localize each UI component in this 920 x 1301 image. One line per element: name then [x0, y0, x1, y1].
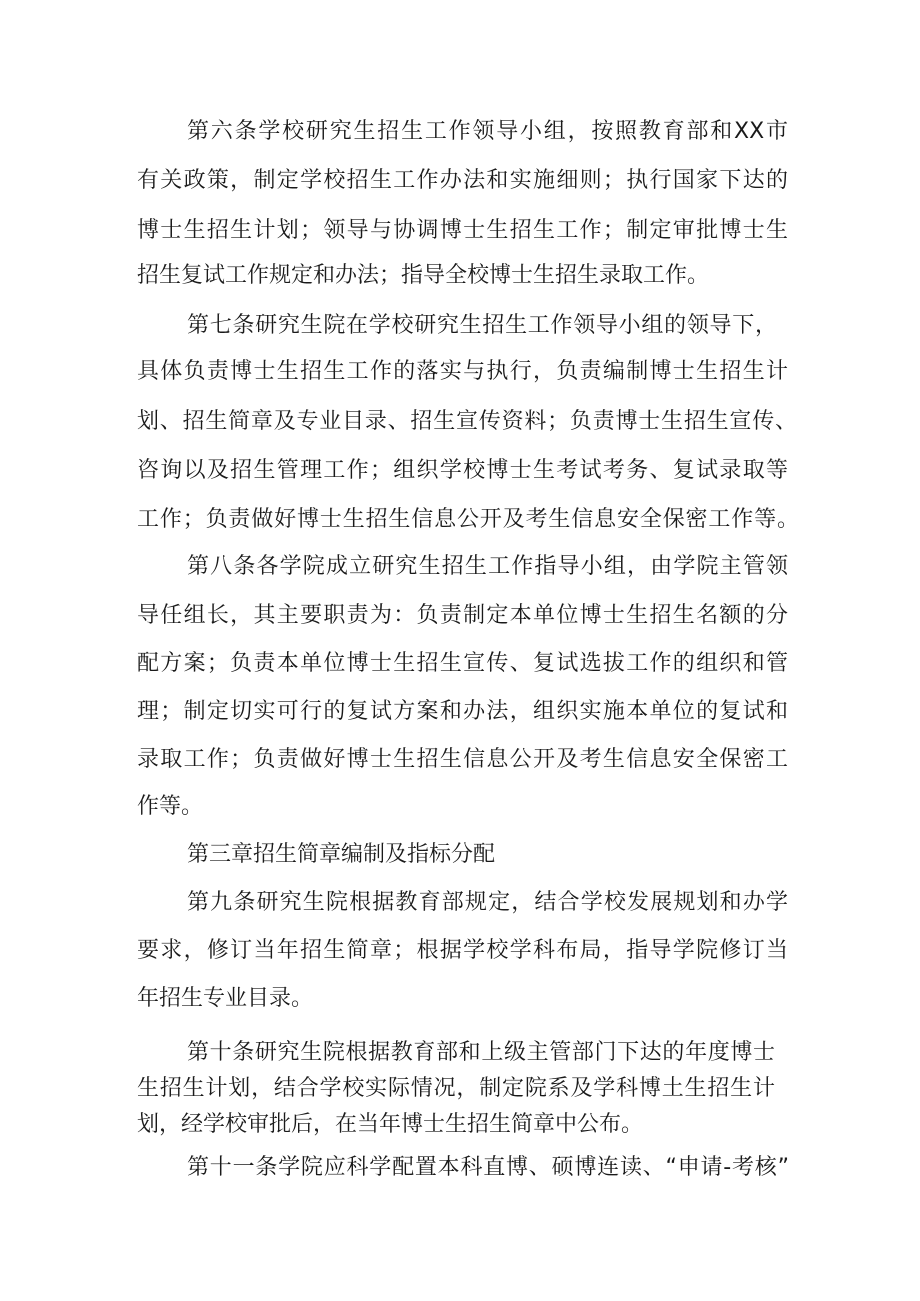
article-8-line-3: 配方案；负责本单位博士生招生宣传、复试选拔工作的组织和管: [137, 651, 788, 676]
article-9-line-3: 年招生专业目录。: [137, 986, 314, 1011]
article-6-line-2: 有关政策，制定学校招生工作办法和实施细则；执行国家下达的: [137, 168, 788, 193]
article-8-line-6: 作等。: [137, 794, 204, 819]
article-6-line-4: 招生复试工作规定和办法；指导全校博士生招生录取工作。: [137, 263, 710, 288]
article-10-line-3: 划，经学校审批后，在当年博士生招生简章中公布。: [137, 1112, 644, 1137]
article-10-line-1: 第十条研究生院根据教育部和上级主管部门下达的年度博士: [187, 1040, 775, 1065]
chapter-3-heading: 第三章招生简章编制及指标分配: [187, 842, 496, 867]
article-7-line-5: 工作；负责做好博士生招生信息公开及考生信息安全保密工作等。: [137, 507, 799, 532]
article-8-line-4: 理；制定切实可行的复试方案和办法，组织实施本单位的复试和: [137, 699, 788, 724]
article-7-line-2: 具体负责博士生招生工作的落实与执行，负责编制博士生招生计: [137, 359, 788, 384]
article-8-line-2: 导任组长，其主要职责为：负责制定本单位博士生招生名额的分: [137, 603, 788, 628]
article-9-line-1: 第九条研究生院根据教育部规定，结合学校发展规划和办学: [187, 890, 788, 915]
article-7-line-1: 第七条研究生院在学校研究生招生工作领导小组的领导下，: [187, 313, 777, 338]
article-11-line-1: 第十一条学院应科学配置本科直博、硕博连读、“申请-考核”: [187, 1155, 789, 1180]
article-7-line-4: 咨询以及招生管理工作；组织学校博士生考试考务、复试录取等: [137, 458, 788, 483]
article-9-line-2: 要求，修订当年招生简章；根据学校学科布局，指导学院修订当: [137, 938, 788, 963]
article-8-line-5: 录取工作；负责做好博士生招生信息公开及考生信息安全保密工: [137, 747, 788, 772]
article-8-line-1: 第八条各学院成立研究生招生工作指导小组，由学院主管领: [187, 554, 788, 579]
article-10-line-2: 生招生计划，结合学校实际情况，制定院系及学科博土生招生计: [137, 1076, 775, 1101]
article-6-line-3: 博士生招生计划；领导与协调博士生招生工作；制定审批博士生: [137, 218, 788, 243]
article-7-line-3: 划、招生简章及专业目录、招生宣传资料；负责博士生招生宣传、: [137, 409, 797, 434]
article-6-line-1: 第六条学校研究生招生工作领导小组，按照教育部和XX市: [187, 119, 788, 144]
